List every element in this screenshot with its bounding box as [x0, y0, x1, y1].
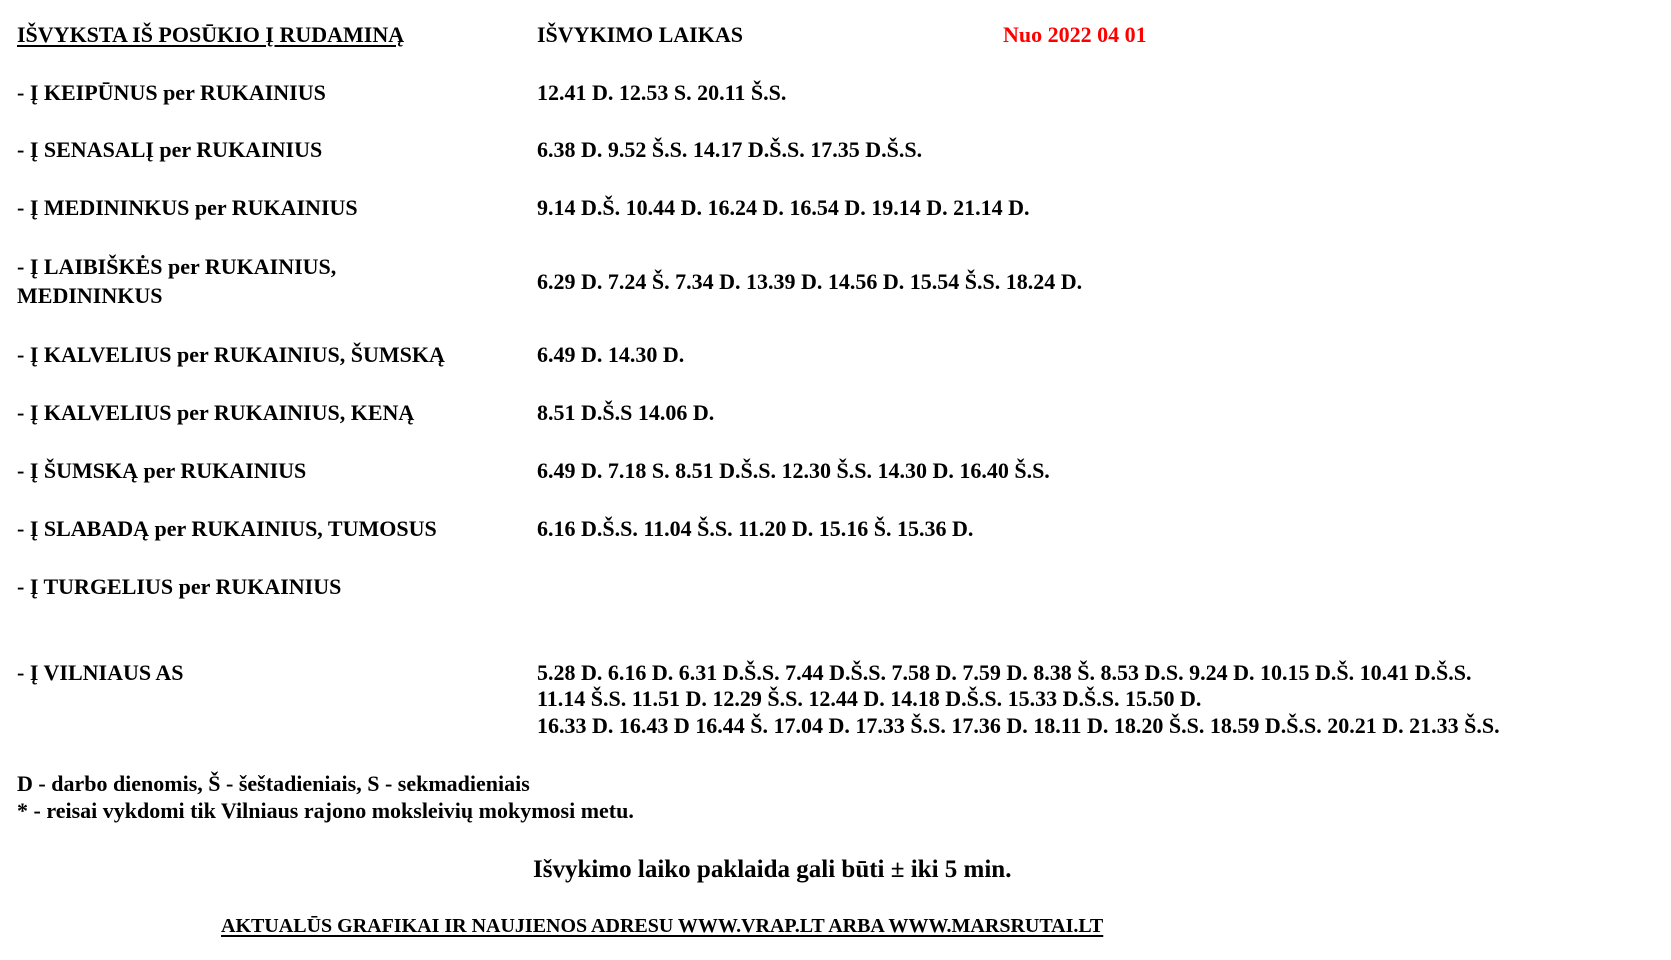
route-times: 6.49 D. 7.18 S. 8.51 D.Š.S. 12.30 Š.S. 14.30 D. 16.40 Š.S. [537, 458, 1050, 483]
route-destination: - Į MEDININKUS per RUKAINIUS [17, 195, 358, 220]
legend-asterisk: * - reisai vykdomi tik Vilniaus rajono moksleivių mokymosi metu. [17, 798, 634, 823]
departure-times-heading: IŠVYKIMO LAIKAS [537, 22, 743, 47]
route-times: 9.14 D.Š. 10.44 D. 16.24 D. 16.54 D. 19.14 D. 21.14 D. [537, 195, 1030, 220]
route-times: 6.38 D. 9.52 Š.S. 14.17 D.Š.S. 17.35 D.Š.S. [537, 137, 923, 162]
route-times-line-2: 11.14 Š.S. 11.51 D. 12.29 Š.S. 12.44 D. 14.18 D.Š.S. 15.33 D.Š.S. 15.50 D. [537, 686, 1202, 711]
route-destination: - Į KALVELIUS per RUKAINIUS, KENĄ [17, 400, 415, 425]
route-times: 6.49 D. 14.30 D. [537, 342, 685, 367]
route-destination: - Į SLABADĄ per RUKAINIUS, TUMOSUS [17, 516, 437, 541]
route-destination: - Į SENASALĮ per RUKAINIUS [17, 137, 323, 162]
route-times-line-3: 16.33 D. 16.43 D 16.44 Š. 17.04 D. 17.33 Š.S. 17.36 D. 18.11 D. 18.20 Š.S. 18.59 D.Š.S. 20.21 D. 21.33 Š.S. [537, 713, 1500, 738]
route-destination: - Į ŠUMSKĄ per RUKAINIUS [17, 458, 307, 483]
tolerance-note: Išvykimo laiko paklaida gali būti ± iki 5 min. [533, 856, 1012, 883]
route-times: 6.29 D. 7.24 Š. 7.34 D. 13.39 D. 14.56 D. 15.54 Š.S. 18.24 D. [537, 269, 1083, 294]
route-destination-line-1: - Į LAIBIŠKĖS per RUKAINIUS, [17, 254, 337, 279]
legend-days: D - darbo dienomis, Š - šeštadieniais, S - sekmadieniais [17, 771, 530, 796]
route-times-line-1: 5.28 D. 6.16 D. 6.31 D.Š.S. 7.44 D.Š.S. 7.58 D. 7.59 D. 8.38 Š. 8.53 D.S. 9.24 D. 10.15 D.Š. 10.41 D.Š.S. [537, 660, 1472, 685]
route-destination: - Į TURGELIUS per RUKAINIUS [17, 574, 342, 599]
route-destination: - Į VILNIAUS AS [17, 660, 184, 685]
valid-from-date: Nuo 2022 04 01 [1003, 22, 1147, 47]
route-times: 6.16 D.Š.S. 11.04 Š.S. 11.20 D. 15.16 Š. 15.36 D. [537, 516, 974, 541]
route-times: 8.51 D.Š.S 14.06 D. [537, 400, 715, 425]
route-times: 12.41 D. 12.53 S. 20.11 Š.S. [537, 80, 787, 105]
route-destination: - Į KALVELIUS per RUKAINIUS, ŠUMSKĄ [17, 342, 445, 367]
footer-website-link[interactable]: AKTUALŪS GRAFIKAI IR NAUJIENOS ADRESU WWW.VRAP.LT ARBA WWW.MARSRUTAI.LT [221, 915, 1104, 937]
route-destination-line-2: MEDININKUS [17, 283, 163, 308]
route-destination: - Į KEIPŪNUS per RUKAINIUS [17, 80, 326, 105]
route-section-heading: IŠVYKSTA IŠ POSŪKIO Į RUDAMINĄ [17, 22, 405, 47]
